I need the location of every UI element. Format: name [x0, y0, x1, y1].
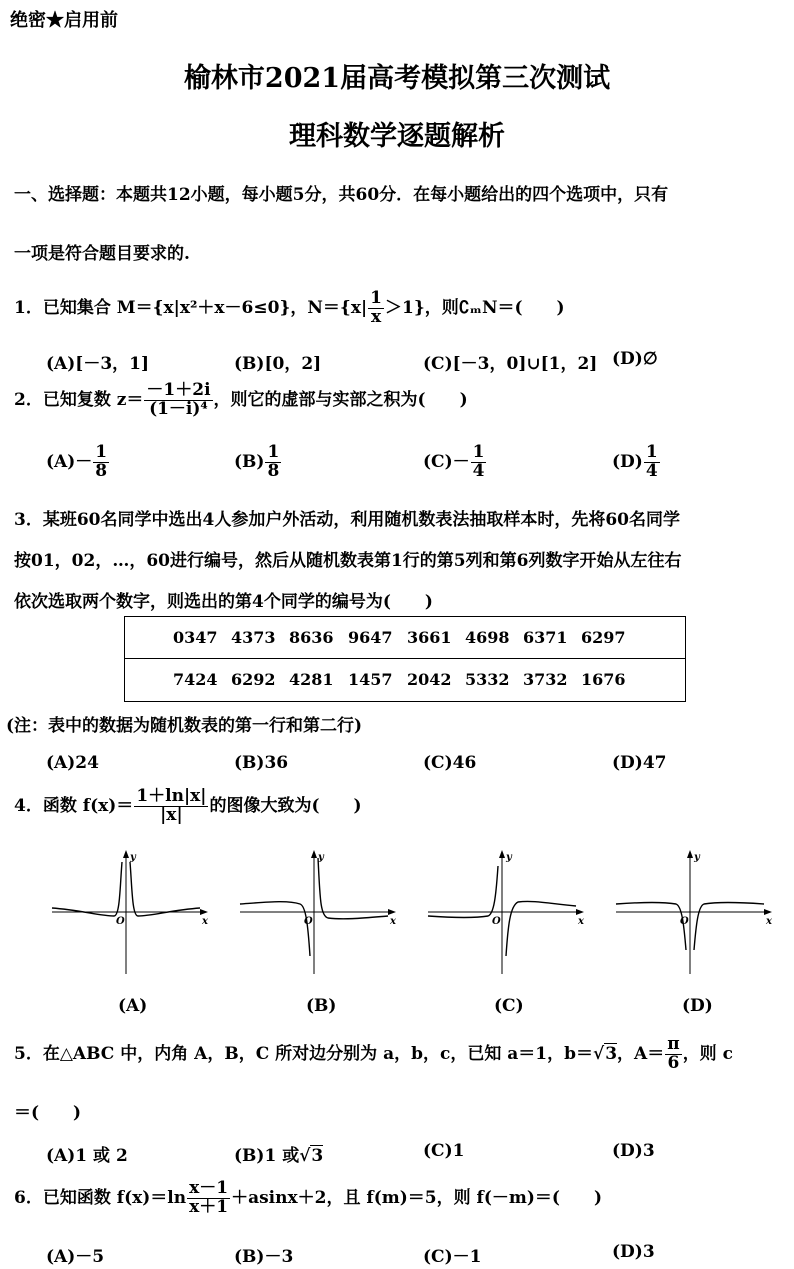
question-3-stem-line1 [14, 505, 680, 530]
table-cell: 9647 [348, 628, 393, 647]
stem-text: ，则 c [682, 1043, 733, 1064]
fraction [187, 1180, 230, 1217]
table-cell: 6371 [523, 628, 568, 647]
graph-d [614, 846, 774, 978]
x-axis-label: x [578, 916, 584, 927]
table-cell: 3661 [407, 628, 452, 647]
fraction [93, 444, 109, 481]
fraction-numerator: x－1 [189, 1178, 229, 1198]
question-number: 4 [14, 795, 26, 816]
curve-left [428, 866, 498, 918]
sqrt-icon: √ [593, 1043, 605, 1064]
exam-title: 榆林市2021届高考模拟第三次测试 [183, 63, 611, 94]
fraction-numerator: π [667, 1034, 680, 1054]
q1-option-a: (A)[－3，1] [46, 354, 150, 374]
x-axis-label: x [202, 916, 208, 927]
graph-label-c: (C) [494, 996, 524, 1016]
q5-option-c: (C)1 [423, 1141, 465, 1161]
fraction-denominator: 4 [645, 460, 658, 481]
graph-label-b: (B) [306, 996, 337, 1016]
q1-option-c: (C)[－3，0]∪[1，2] [423, 354, 598, 374]
fraction [144, 382, 212, 419]
option-prefix: (B) [234, 451, 265, 472]
q2-option-b [234, 444, 282, 481]
stem-text: ，A＝ [617, 1043, 665, 1064]
question-4-stem [14, 788, 362, 825]
graph-c [426, 846, 586, 978]
stem-text: 的图像大致为( ) [209, 795, 362, 816]
y-axis-arrow-icon [311, 850, 317, 858]
table-cell: 2042 [407, 670, 452, 689]
stem-text: ＋asinx＋2，且 f(m)＝5，则 f(－m)＝( ) [231, 1187, 602, 1208]
x-axis-arrow-icon [388, 909, 396, 915]
sqrt-value: 3 [311, 1146, 324, 1166]
graph-label-a: (A) [118, 996, 148, 1016]
q1-option-b: (B)[0，2] [234, 354, 322, 374]
fraction-denominator: 8 [95, 460, 108, 481]
table-cell: 1457 [348, 670, 393, 689]
x-axis-arrow-icon [764, 909, 772, 915]
table-cell: 1676 [581, 670, 626, 689]
origin-label: O [492, 916, 501, 927]
fraction-numerator: 1 [472, 442, 485, 462]
secret-label: 绝密★启用前 [10, 10, 118, 31]
fraction-numerator: 1＋ln|x| [136, 786, 207, 806]
question-3-note: (注：表中的数据为随机数表的第一行和第二行) [6, 716, 363, 736]
curve-right [506, 901, 576, 956]
fraction-denominator: x＋1 [189, 1196, 229, 1217]
y-axis-arrow-icon [499, 850, 505, 858]
y-axis-label: y [694, 852, 700, 863]
q6-option-b: (B)－3 [234, 1247, 294, 1267]
q6-option-d: (D)3 [612, 1242, 655, 1262]
fraction-denominator: x [371, 306, 382, 327]
question-3-stem-line2: 按01，02，…，60进行编号，然后从随机数表第1行的第5列和第6列数字开始从左往右 [14, 551, 682, 571]
question-number: 2 [14, 389, 26, 410]
graph-b [238, 846, 398, 978]
origin-label: O [680, 916, 689, 927]
option-prefix: (C)－ [423, 451, 470, 472]
y-axis-arrow-icon [687, 850, 693, 858]
question-5-stem [14, 1036, 733, 1073]
section-heading-line1: 一、选择题：本题共12小题，每小题5分，共60分．在每小题给出的四个选项中，只有 [14, 185, 669, 205]
curve-left [52, 862, 122, 916]
q1-option-d: (D)∅ [612, 349, 658, 369]
q3-option-d: (D)47 [612, 753, 667, 773]
stem-text: ．函数 f(x)＝ [25, 795, 134, 816]
curve-left [240, 902, 310, 956]
table-cell: 0347 [173, 628, 218, 647]
question-number: 6 [14, 1187, 26, 1208]
option-text: (B)1 或 [234, 1146, 300, 1166]
graph-a [50, 846, 210, 978]
curve-right [318, 858, 388, 919]
y-axis-label: y [318, 852, 324, 863]
option-prefix: (D) [612, 451, 643, 472]
stem-text: ．已知集合 M＝{x|x²＋x－6≤0}，N＝{x| [25, 297, 368, 318]
sqrt-value: 3 [605, 1043, 618, 1064]
table-cell: 4698 [465, 628, 510, 647]
x-axis-label: x [390, 916, 396, 927]
table-cell: 6297 [581, 628, 626, 647]
question-6-stem [14, 1180, 602, 1217]
y-axis-label: y [130, 852, 136, 863]
q3-option-a: (A)24 [46, 753, 99, 773]
exam-subtitle: 理科数学逐题解析 [289, 121, 505, 152]
curve-left [616, 903, 686, 951]
sqrt-icon: √ [299, 1146, 311, 1166]
fraction-numerator: 1 [95, 442, 108, 462]
y-axis-label: y [506, 852, 512, 863]
option-prefix: (A)－ [46, 451, 93, 472]
fraction [644, 444, 660, 481]
origin-label: O [304, 916, 313, 927]
x-axis-label: x [766, 916, 772, 927]
question-5-stem-line2: ＝( ) [14, 1103, 82, 1123]
question-1-stem [14, 290, 565, 327]
random-number-table [124, 616, 686, 702]
stem-text: ．某班60名同学中选出4人参加户外活动，利用随机数表法抽取样本时，先将60名同学 [25, 510, 680, 530]
x-axis-arrow-icon [576, 909, 584, 915]
table-row [125, 659, 685, 700]
origin-label: O [116, 916, 125, 927]
question-number: 1 [14, 297, 26, 318]
y-axis-arrow-icon [123, 850, 129, 858]
table-cell: 7424 [173, 670, 218, 689]
x-axis-arrow-icon [200, 909, 208, 915]
stem-text: ．已知函数 f(x)＝ln [25, 1187, 187, 1208]
question-2-stem [14, 382, 468, 419]
table-cell: 4373 [231, 628, 276, 647]
table-row [125, 617, 685, 659]
table-cell: 6292 [231, 670, 276, 689]
fraction-numerator: 1 [267, 442, 280, 462]
q5-option-b [234, 1141, 323, 1166]
q6-option-c: (C)－1 [423, 1247, 482, 1267]
table-cell: 4281 [289, 670, 334, 689]
q2-option-d [612, 444, 661, 481]
question-number: 3 [14, 510, 26, 530]
fraction-denominator: 4 [472, 460, 485, 481]
fraction-numerator: 1 [645, 442, 658, 462]
table-cell: 8636 [289, 628, 334, 647]
curve-right [130, 862, 200, 916]
q6-option-a: (A)－5 [46, 1247, 105, 1267]
q3-option-c: (C)46 [423, 753, 477, 773]
question-number: 5 [14, 1043, 26, 1064]
question-3-stem-line3: 依次选取两个数字，则选出的第4个同学的编号为( ) [14, 592, 433, 612]
q5-option-d: (D)3 [612, 1141, 655, 1161]
q2-option-a [46, 444, 110, 481]
fraction [265, 444, 281, 481]
fraction-denominator: 8 [267, 460, 280, 481]
fraction-numerator: 1 [370, 288, 383, 308]
fraction-denominator: (1－i)⁴ [149, 398, 208, 419]
curve-right [694, 903, 764, 951]
fraction-denominator: 6 [667, 1052, 680, 1073]
fraction-denominator: |x| [160, 804, 183, 825]
fraction-numerator: －1＋2i [146, 380, 211, 400]
stem-text: ，则它的虚部与实部之积为( ) [213, 389, 468, 410]
fraction [368, 290, 384, 327]
section-heading-line2: 一项是符合题目要求的. [14, 244, 190, 264]
stem-text: ．在△ABC 中，内角 A，B，C 所对边分别为 a，b，c，已知 a＝1，b＝ [25, 1043, 593, 1064]
q2-option-c [423, 444, 487, 481]
fraction [471, 444, 487, 481]
q3-option-b: (B)36 [234, 753, 289, 773]
table-cell: 5332 [465, 670, 510, 689]
fraction [665, 1036, 681, 1073]
stem-text: ．已知复数 z＝ [25, 389, 144, 410]
q5-option-a: (A)1 或 2 [46, 1146, 128, 1166]
stem-text: ＞1}，则∁ₘN＝( ) [385, 297, 565, 318]
fraction [134, 788, 208, 825]
graph-label-d: (D) [682, 996, 713, 1016]
table-cell: 3732 [523, 670, 568, 689]
